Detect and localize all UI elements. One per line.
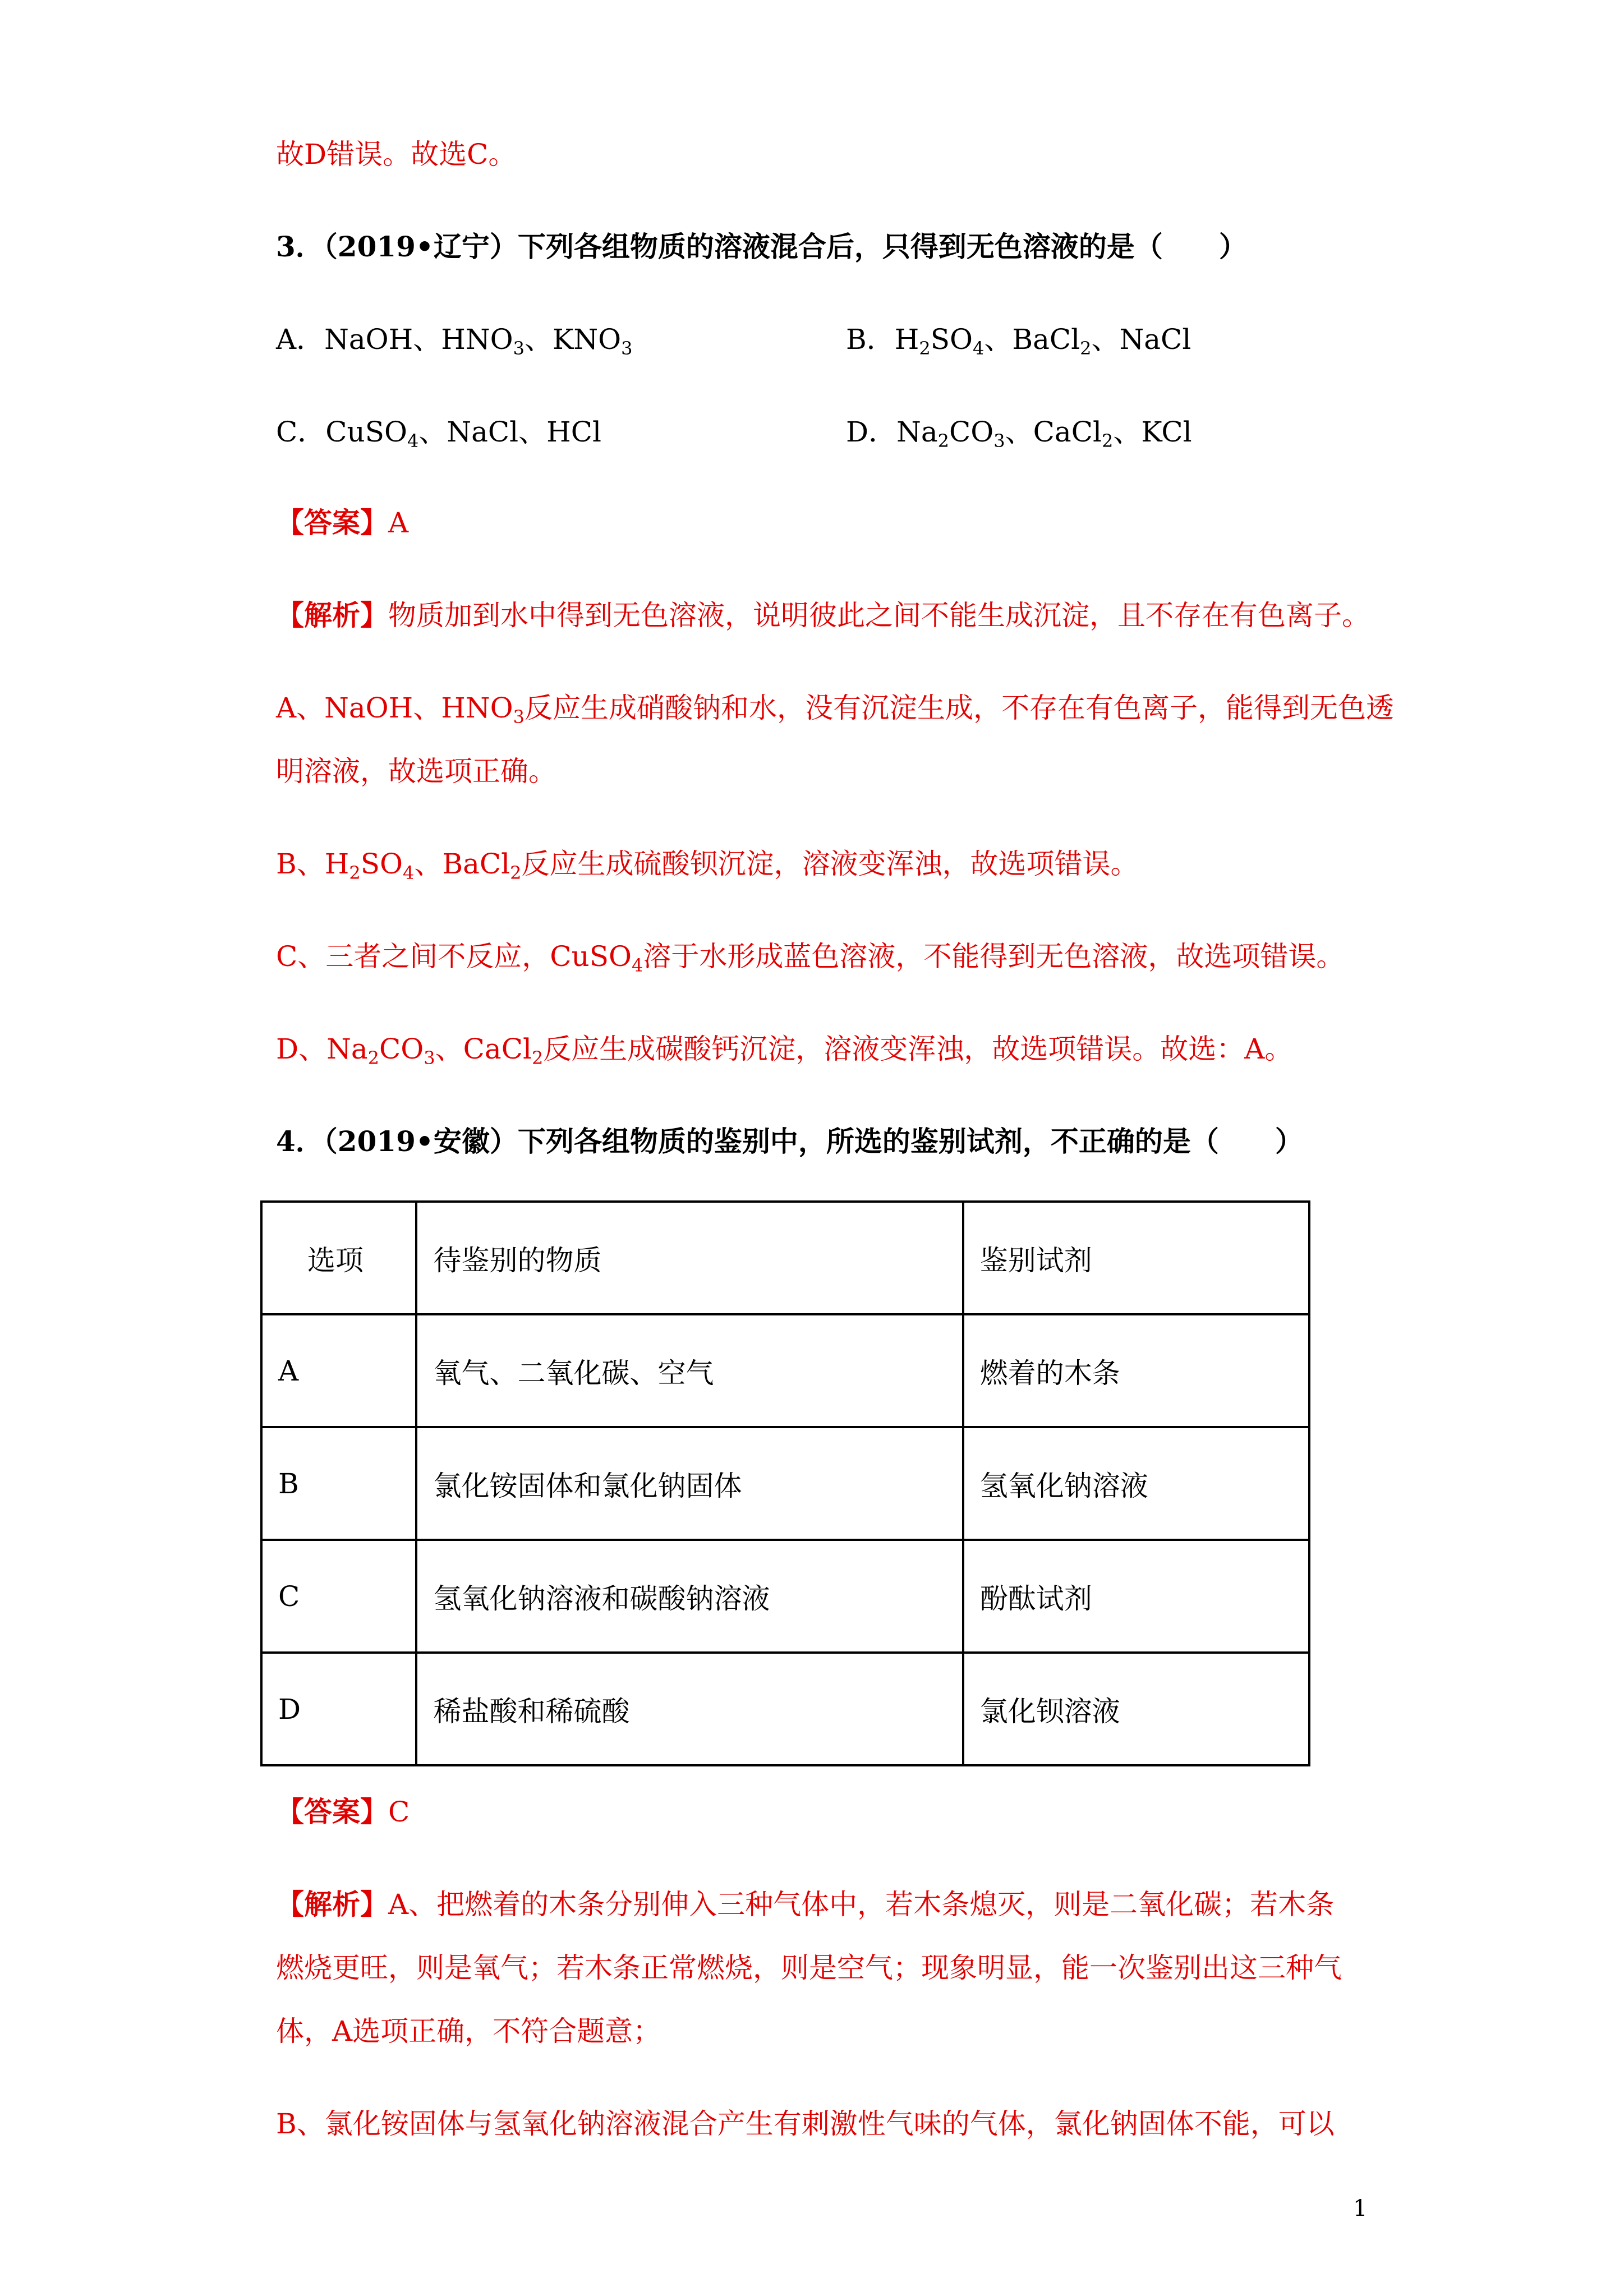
table-cell: D — [261, 1653, 416, 1765]
table-cell: 氧气、二氧化碳、空气 — [416, 1314, 963, 1427]
table-cell: C — [261, 1540, 416, 1653]
q3-option-a: A．NaOH、$HNO_3$、$KNO_3$ — [276, 323, 633, 359]
table-cell: 氯化铵固体和氯化钠固体 — [416, 1427, 963, 1540]
table-row — [261, 1314, 1309, 1427]
table-cell: 氢氧化钠溶液 — [963, 1427, 1309, 1540]
table-cell: 燃着的木条 — [963, 1314, 1309, 1427]
question-4-stem: 4．（2019•安徽）下列各组物质的鉴别中，所选的鉴别试剂，不正确的是（ ） — [276, 1125, 1303, 1158]
table-header-cell: 待鉴别的物质 — [416, 1202, 963, 1314]
table-cell: 稀盐酸和稀硫酸 — [416, 1653, 963, 1765]
table-row — [261, 1427, 1309, 1540]
q4-analysis-line2: 燃烧更旺，则是氧气；若木条正常燃烧，则是空气；现象明显，能一次鉴别出这三种气 — [276, 1952, 1342, 1984]
table-header-cell: 鉴别试剂 — [963, 1202, 1309, 1314]
q3-analysis-intro: 【解析】物质加到水中得到无色溶液，说明彼此之间不能生成沉淀，且不存在有色离子。 — [276, 599, 1370, 632]
q4-answer: 【答案】C — [276, 1795, 410, 1828]
table-cell: 酚酞试剂 — [963, 1540, 1309, 1653]
table-cell: B — [261, 1427, 416, 1540]
q3-option-b: B．$H_2SO_4$、BaCl$_2$、NaCl — [846, 323, 1191, 359]
table-cell: A — [261, 1314, 416, 1427]
table-cell: 氢氧化钠溶液和碳酸钠溶液 — [416, 1540, 963, 1653]
q3-answer: 【答案】A — [276, 506, 409, 539]
table-header-row — [261, 1202, 1309, 1314]
q3-option-d: D．$Na_2CO_3$、CaCl$_2$、KCl — [846, 416, 1192, 452]
q4-analysis-line3: 体，A选项正确，不符合题意； — [276, 2015, 661, 2047]
table-row — [261, 1540, 1309, 1653]
q3-analysis-a-line1: A、NaOH、$HNO_3$反应生成硝酸钠和水，没有沉淀生成，不存在有色离子，能得到无色透 — [276, 692, 1394, 728]
q3-analysis-c: C、三者之间不反应，CuSO$_4$溶于水形成蓝色溶液，不能得到无色溶液，故选项错误。 — [276, 940, 1345, 976]
table-header-cell: 选项 — [261, 1202, 416, 1314]
table-cell: 氯化钡溶液 — [963, 1653, 1309, 1765]
question-3-stem: 3．（2019•辽宁）下列各组物质的溶液混合后，只得到无色溶液的是（ ） — [276, 230, 1247, 263]
q4-table — [260, 1200, 1310, 1766]
q3-analysis-a-line2: 明溶液，故选项正确。 — [276, 755, 556, 788]
q3-analysis-b: B、$H_2SO_4$、BaCl$_2$反应生成硫酸钡沉淀，溶液变浑浊，故选项错误。 — [276, 848, 1139, 884]
q4-analysis-line4: B、氯化铵固体与氢氧化钠溶液混合产生有刺激性气味的气体，氯化钠固体不能，可以 — [276, 2108, 1335, 2140]
previous-answer-conclusion: 故D错误。故选C。 — [276, 138, 517, 171]
q3-option-c: C．CuSO$_4$、NaCl、HCl — [276, 416, 601, 452]
q3-analysis-d: D、$Na_2CO_3$、CaCl$_2$反应生成碳酸钙沉淀，溶液变浑浊，故选项错误。故选：A。 — [276, 1033, 1293, 1069]
table-row — [261, 1653, 1309, 1765]
q4-analysis-line1: 【解析】A、把燃着的木条分别伸入三种气体中，若木条熄灭，则是二氧化碳；若木条 — [276, 1888, 1335, 1921]
page-number: 1 — [1353, 2196, 1368, 2221]
